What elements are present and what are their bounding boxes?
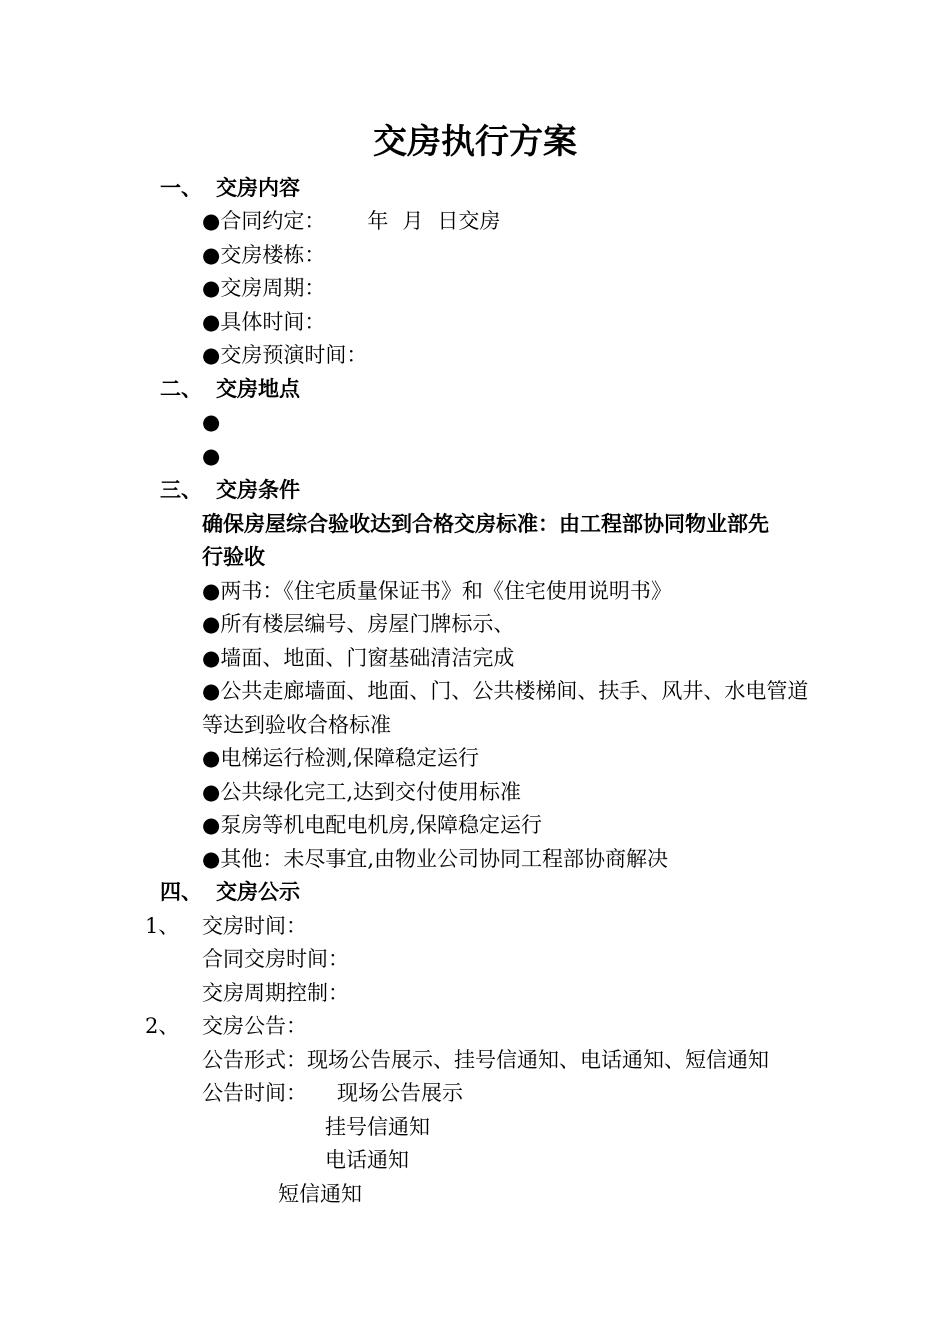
section-number: 一、	[160, 175, 202, 200]
list-item: ●所有楼层编号、房屋门牌标示、	[202, 612, 515, 636]
section-number: 三、	[160, 477, 202, 502]
bullet-icon: ●	[202, 444, 221, 468]
list-item: ●公共走廊墙面、地面、门、公共楼梯间、扶手、风井、水电管道	[202, 679, 809, 703]
list-item: ●墙面、地面、门窗基础清洁完成	[202, 646, 515, 670]
list-item: 交房周期控制：	[202, 981, 349, 1005]
section-title: 交房公示	[216, 879, 300, 904]
subsection-title: 交房公告：	[202, 1014, 307, 1038]
list-item: ●电梯运行检测,保障稳定运行	[202, 746, 479, 770]
section-title: 交房地点	[216, 376, 300, 401]
list-item: 挂号信通知	[325, 1115, 430, 1139]
section-heading-1	[160, 173, 300, 203]
section-number: 二、	[160, 376, 202, 401]
list-item: ●具体时间：	[202, 310, 326, 334]
condition-intro: 行验收	[202, 544, 265, 569]
list-item: ●交房周期：	[202, 276, 326, 300]
announce-time-line: 公告时间： 现场公告展示	[202, 1081, 463, 1105]
section-number: 四、	[160, 879, 202, 904]
list-item: 合同交房时间：	[202, 947, 349, 971]
list-item: ●两书：《住宅质量保证书》和《住宅使用说明书》	[202, 579, 672, 603]
list-item: 公告形式：现场公告展示、挂号信通知、电话通知、短信通知	[202, 1048, 769, 1072]
list-item: ●其他：未尽事宜,由物业公司协同工程部协商解决	[202, 847, 668, 871]
subsection-title: 交房时间：	[202, 914, 307, 938]
bullet-icon: ●	[202, 410, 221, 434]
page-title: 交房执行方案	[373, 122, 577, 162]
section-heading-3	[160, 475, 300, 505]
contract-date-line: ●合同约定： 年 月 日交房	[202, 209, 501, 233]
section-title: 交房条件	[216, 477, 300, 502]
list-item: ●交房预演时间：	[202, 343, 368, 367]
condition-intro: 确保房屋综合验收达到合格交房标准：由工程部协同物业部先	[202, 511, 769, 536]
section-heading-4	[160, 877, 300, 907]
subsection-number: 2、	[145, 1014, 180, 1038]
section-title: 交房内容	[216, 175, 300, 200]
list-item: ●交房楼栋：	[202, 243, 326, 267]
list-item: 电话通知	[325, 1148, 409, 1172]
list-item: 等达到验收合格标准	[202, 713, 391, 737]
list-item: ●泵房等机电配电机房,保障稳定运行	[202, 813, 542, 837]
subsection-number: 1、	[145, 914, 180, 938]
list-item: ●公共绿化完工,达到交付使用标准	[202, 780, 521, 804]
list-item: 短信通知	[278, 1182, 362, 1206]
section-heading-2	[160, 374, 300, 404]
